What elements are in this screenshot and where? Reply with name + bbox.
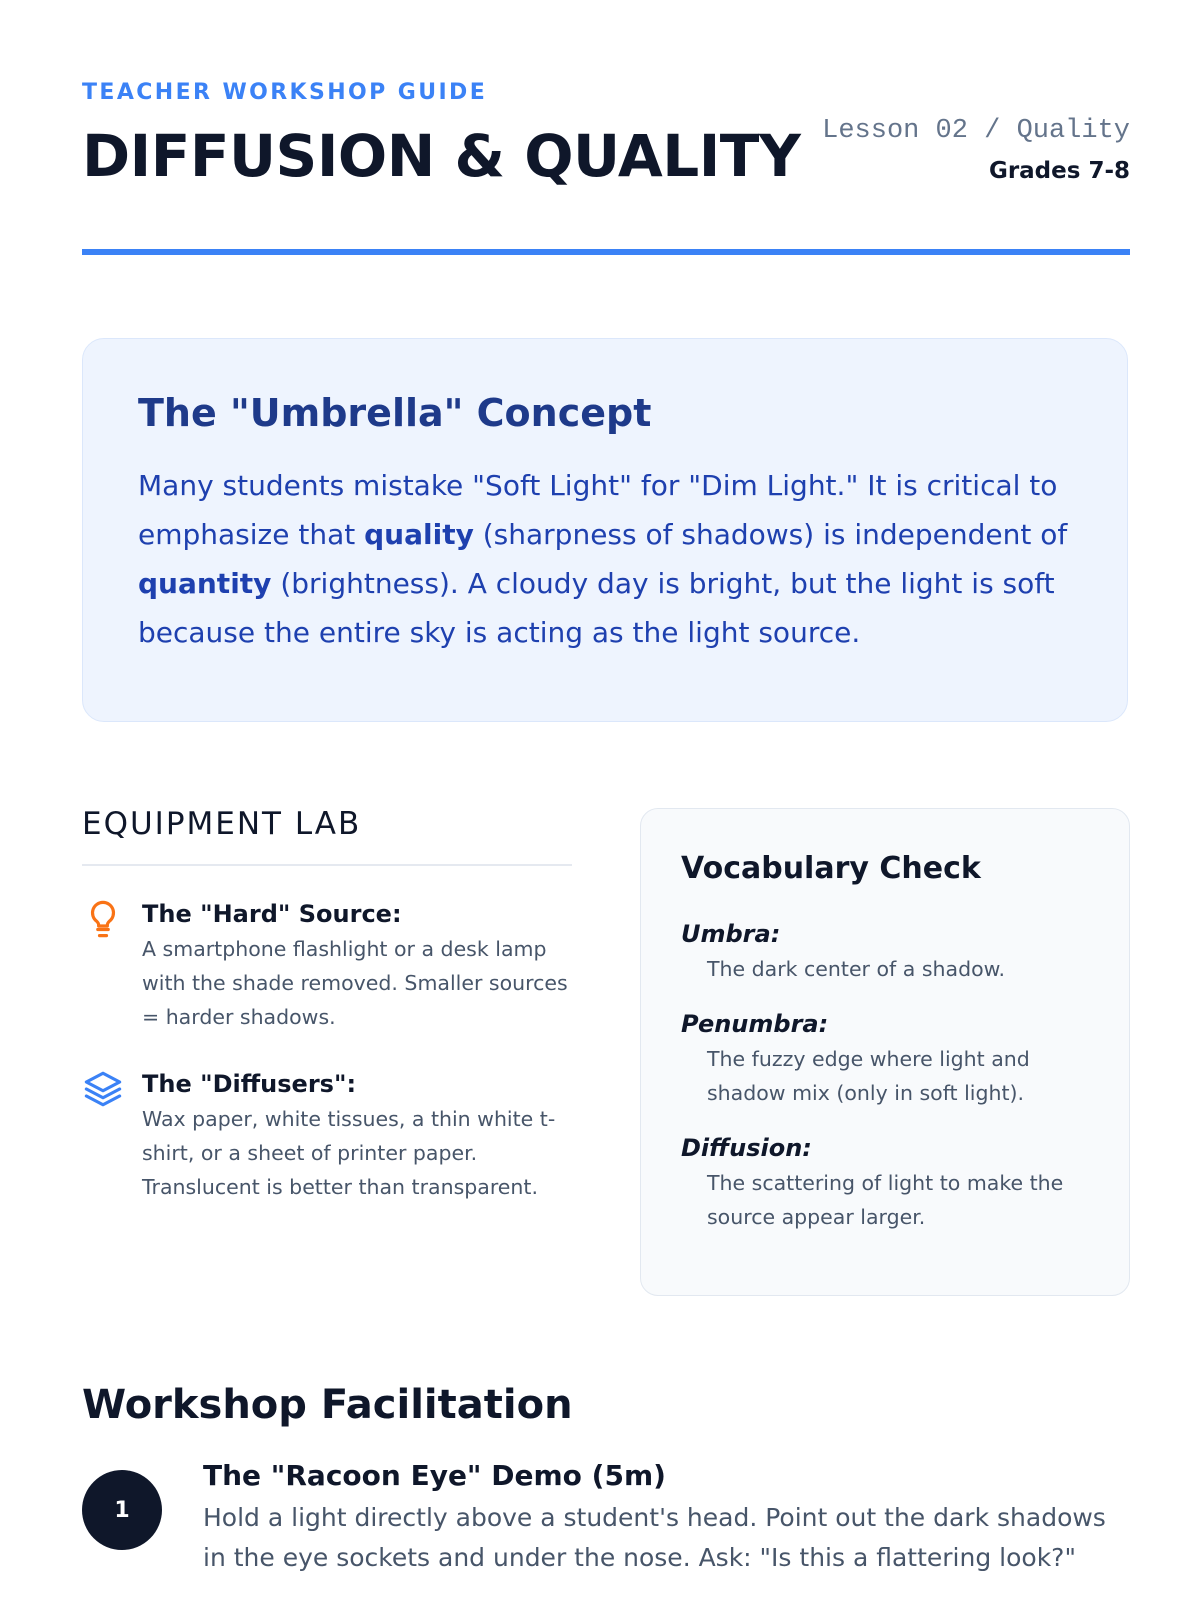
facilitation-step xyxy=(82,1459,1130,1578)
equipment-heading: EQUIPMENT LAB xyxy=(82,806,362,842)
equipment-item xyxy=(82,1068,572,1204)
step-title: The "Racoon Eye" Demo (5m) xyxy=(203,1459,666,1492)
vocab-term: Penumbra: xyxy=(681,1010,829,1038)
vocabulary-card xyxy=(640,808,1130,1296)
lesson-meta xyxy=(822,116,1130,184)
lightbulb-icon xyxy=(82,898,124,940)
step-text: Hold a light directly above a student's head. Point out the dark shadows in the eye sockets and under the nose. Ask: "Is this a flattering look?" xyxy=(203,1503,1106,1572)
step-number-badge: 1 xyxy=(82,1470,162,1550)
grade-level: Grades 7-8 xyxy=(988,158,1130,184)
equipment-item-text: A smartphone flashlight or a desk lamp with the shade removed. Smaller sources = harder shadows. xyxy=(142,937,568,1029)
concept-bold-quality: quality xyxy=(364,518,474,551)
lesson-number: Lesson 02 / Quality xyxy=(822,116,1130,146)
equipment-item-text: Wax paper, white tissues, a thin white t-shirt, or a sheet of printer paper. Translucent is better than transparent. xyxy=(142,1107,556,1199)
vocab-term: Umbra: xyxy=(681,920,781,948)
facilitation-heading: Workshop Facilitation xyxy=(82,1382,573,1428)
header xyxy=(82,80,1130,190)
layers-icon xyxy=(82,1068,124,1110)
equipment-lab xyxy=(82,806,572,1204)
eyebrow-label: TEACHER WORKSHOP GUIDE xyxy=(82,80,488,105)
concept-callout xyxy=(82,338,1128,722)
concept-text xyxy=(138,461,1072,657)
concept-heading: The "Umbrella" Concept xyxy=(138,391,652,435)
concept-text-part: Many students mistake "Soft Light" for "Dim Light." It is critical to emphasize that xyxy=(138,469,1058,551)
equipment-divider xyxy=(82,864,572,866)
vocabulary-heading: Vocabulary Check xyxy=(681,851,981,886)
page-title: DIFFUSION & QUALITY xyxy=(82,122,801,190)
concept-text-part: (brightness). A cloudy day is bright, but the light is soft because the entire sky is acting as the light source. xyxy=(138,567,1055,649)
vocab-definition: The dark center of a shadow. xyxy=(707,957,1006,981)
equipment-item-title: The "Diffusers": xyxy=(142,1070,357,1098)
vocab-term: Diffusion: xyxy=(681,1134,812,1162)
vocab-definition: The fuzzy edge where light and shadow mix (only in soft light). xyxy=(707,1047,1030,1105)
concept-text-part: (sharpness of shadows) is independent of xyxy=(473,518,1068,551)
concept-bold-quantity: quantity xyxy=(138,567,272,600)
header-divider xyxy=(82,249,1130,255)
step-body xyxy=(203,1456,1130,1578)
vocab-definition: The scattering of light to make the source appear larger. xyxy=(707,1171,1064,1229)
equipment-item xyxy=(82,898,572,1034)
equipment-item-title: The "Hard" Source: xyxy=(142,900,402,928)
